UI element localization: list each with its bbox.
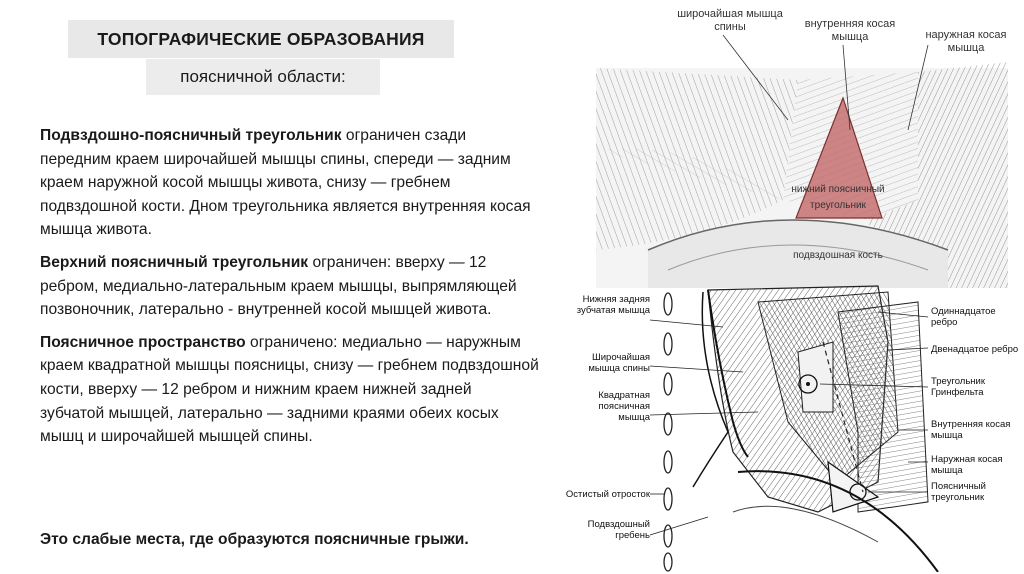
label-eleventh-rib-2: ребро [931,317,958,328]
label-eleventh-rib-1: Одиннадцатое [931,306,996,317]
label-internal-oblique-line1: внутренняя косая [804,18,896,30]
bottom-illustration-body [693,286,938,572]
label-internal-oblique-2: мышца [931,430,963,441]
title-box [68,20,454,58]
page-title: ТОПОГРАФИЧЕСКИЕ ОБРАЗОВАНИЯ [97,28,425,49]
label-quadratus-2: поясничная [598,401,650,412]
label-grynfeltt-1: Треугольник [931,376,986,387]
label-external-oblique-line2: мышца [947,42,985,54]
left-labels [566,294,651,541]
label-triangle-line2: треугольник [810,200,866,211]
label-latissimus-line2: спины [714,21,746,33]
label-external-oblique-line1: наружная косая [925,29,1007,41]
conclusion: Это слабые места, где образуются поясничные грыжи. [40,531,469,548]
paragraph-lumbar-space [40,331,540,449]
text-upper-lumbar: ограничен: вверху — 12 ребром, медиально-латеральным краем мышцы, выпрямляющей позвоночник, латерально - внутренней косой мышцей живота. [40,253,517,319]
page-subtitle: поясничной области: [180,67,346,86]
label-latissimus-2: мышца спины [588,363,650,374]
term-lumbar-space: Поясничное пространство [40,333,246,351]
label-external-oblique-1: Наружная косая [931,454,1003,465]
paragraph-iliolumbar [40,124,540,242]
label-internal-oblique-1: Внутренняя косая [931,419,1011,430]
term-upper-lumbar: Верхний поясничный треугольник [40,253,309,271]
label-iliac-crest-2: гребень [615,530,650,541]
text-block [40,124,540,458]
label-serratus-2: зубчатая мышца [576,305,650,316]
label-spinous-process: Остистый отросток [565,489,650,500]
figure-bottom [558,282,1018,572]
label-twelfth-rib: Двенадцатое ребро [931,344,1018,355]
label-quadratus-1: Квадратная [598,390,650,401]
label-triangle-line1: нижний поясничный [791,184,885,195]
subtitle-box [146,59,380,95]
label-quadratus-3: мышца [618,412,650,423]
label-latissimus-1: Широчайшая [592,352,650,363]
paragraph-upper-lumbar [40,251,540,322]
label-latissimus-line1: широчайшая мышца [677,8,783,20]
label-internal-oblique-line2: мышца [831,31,869,43]
label-iliac-bone: подвздошная кость [793,250,883,261]
label-lumbar-triangle-1: Поясничный [931,481,986,492]
figure-top [588,0,1014,290]
text-lumbar-space: ограничено: медиально — наружным краем квадратной мышцы поясницы, снизу — гребнем подвздошной кости, вверху — 12 ребром и нижним краем нижней задней зубчатой мышцей, латерально — задними краями обеих косых мышц и широчайшей мышцей спины. [40,333,539,446]
label-iliac-crest-1: Подвздошный [587,519,650,530]
label-external-oblique-2: мышца [931,465,963,476]
right-labels [931,306,1018,503]
label-serratus-1: Нижняя задняя [582,294,650,305]
term-iliolumbar: Подвздошно-поясничный треугольник [40,127,342,144]
label-lumbar-triangle-2: треугольник [931,492,985,503]
label-grynfeltt-2: Гринфельта [931,387,984,398]
text-iliolumbar: ограничен сзади передним краем широчайшей мышцы спины, спереди — задним краем наружной косой мышцы живота, снизу — гребнем подвздошной кости. Дном треугольника является внутренняя косая мышца живота. [40,127,531,239]
